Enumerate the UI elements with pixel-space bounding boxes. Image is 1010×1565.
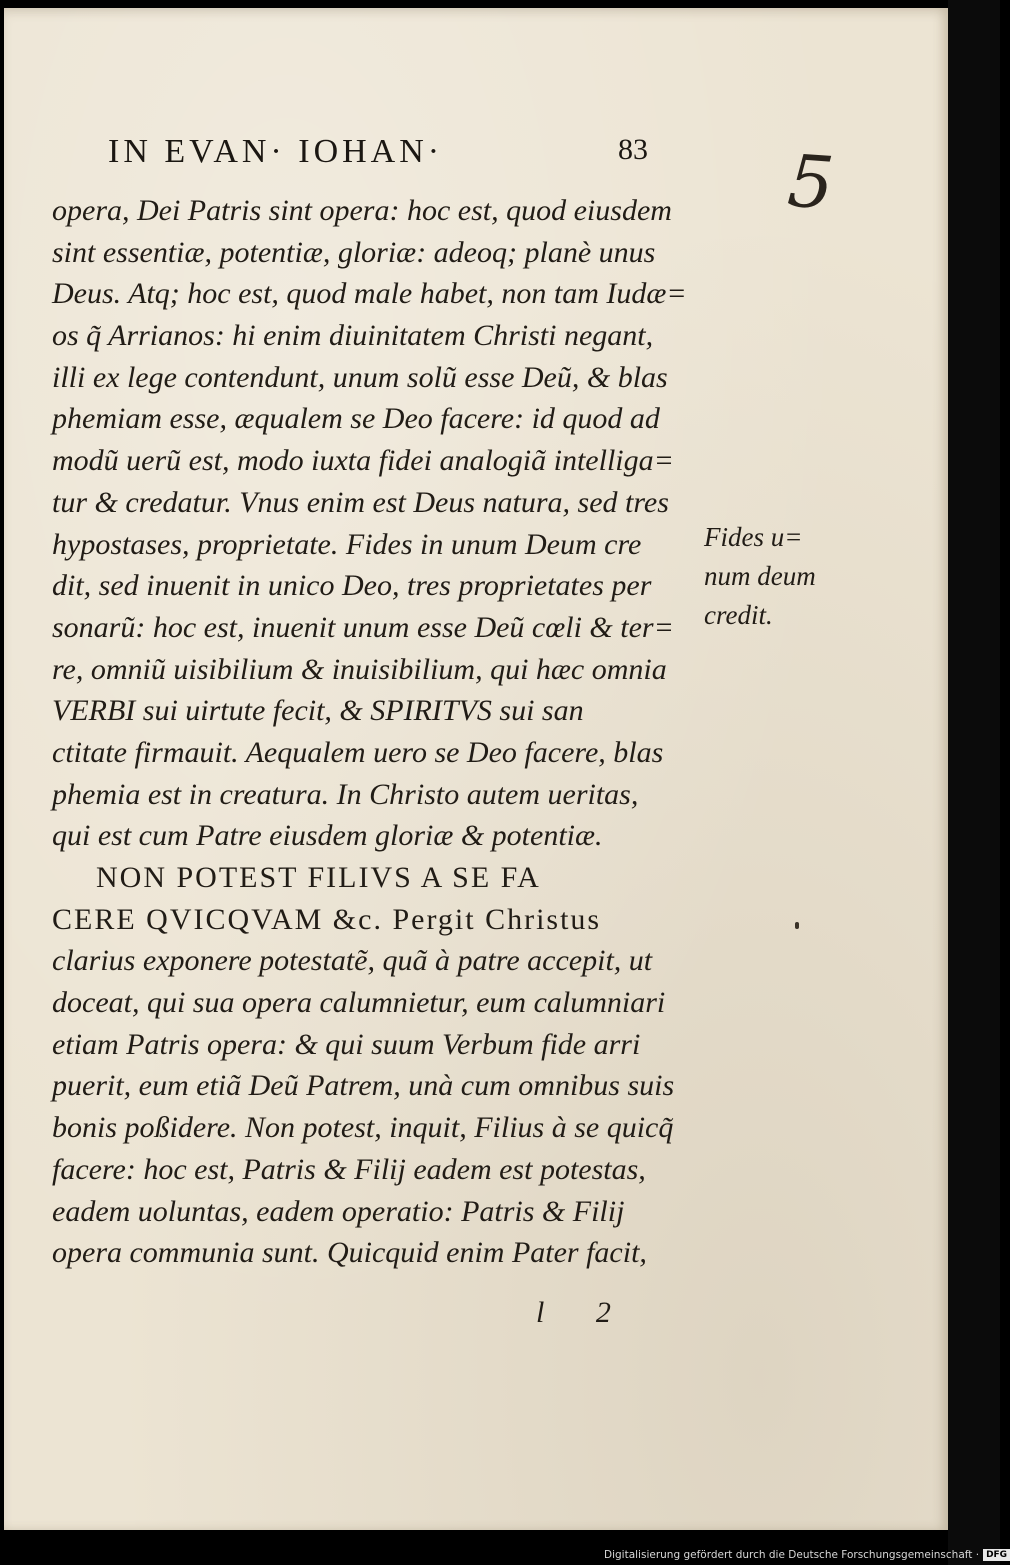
text-line: bonis poßidere. Non potest, inquit, Filius à se quicq̃ bbox=[52, 1111, 674, 1145]
digitization-credit bbox=[604, 1548, 1010, 1562]
text-line: qui est cum Patre eiusdem gloriæ & potentiæ. bbox=[52, 819, 603, 853]
text-line: doceat, qui sua opera calumnietur, eum calumniari bbox=[52, 986, 666, 1020]
text-line: sint essentiæ, potentiæ, gloriæ: adeoq; planè unus bbox=[52, 235, 656, 269]
text-line: phemiam esse, æqualem se Deo facere: id quod ad bbox=[52, 402, 660, 436]
running-head bbox=[108, 133, 668, 181]
text-line: facere: hoc est, Patris & Filij eadem est potestas, bbox=[52, 1152, 646, 1186]
text-line: dit, sed inuenit in unico Deo, tres proprietates per bbox=[52, 569, 652, 603]
marginal-note-line: num deum bbox=[704, 561, 816, 591]
text-line: re, omniũ uisibilium & inuisibilium, qui hæc omnia bbox=[52, 652, 667, 686]
text-line: clarius exponere potestatẽ, quã à patre accepit, ut bbox=[52, 944, 653, 978]
text-line: VERBI sui uirtute fecit, & SPIRITVS sui san bbox=[52, 694, 584, 728]
lemma-line: CERE QVICQVAM &c. Pergit Christus bbox=[52, 902, 602, 936]
folio-number: 83 bbox=[618, 133, 648, 166]
text-line: opera, Dei Patris sint opera: hoc est, quod eiusdem bbox=[52, 194, 672, 227]
text-line: sonarũ: hoc est, inuenit unum esse Deũ cœli & ter= bbox=[52, 610, 674, 644]
scan-background-strip bbox=[948, 0, 1000, 1565]
lemma-line: NON POTEST FILIVS A SE FA bbox=[96, 861, 541, 894]
marginal-note bbox=[704, 518, 864, 635]
marginal-note-line: credit. bbox=[704, 600, 773, 630]
text-line: Deus. Atq; hoc est, quod male habet, non tam Iudæ= bbox=[52, 277, 687, 311]
credit-text: Digitalisierung gefördert durch die Deutsche Forschungsgemeinschaft · bbox=[604, 1549, 980, 1561]
dfg-logo: DFG bbox=[983, 1549, 1010, 1561]
marginal-note-line: Fides u= bbox=[704, 522, 803, 552]
running-head-title: IN EVAN· IOHAN· bbox=[108, 133, 444, 170]
text-line: modũ uerũ est, modo iuxta fidei analogiã intelliga= bbox=[52, 444, 674, 478]
text-line: tur & credatur. Vnus enim est Deus natura, sed tres bbox=[52, 485, 669, 519]
signature-mark: l 2 bbox=[536, 1296, 633, 1329]
text-line: illi ex lege contendunt, unum solũ esse Deũ, & blas bbox=[52, 360, 668, 394]
body-text bbox=[52, 190, 702, 1274]
text-line: puerit, eum etiã Deũ Patrem, unà cum omnibus suis bbox=[52, 1069, 675, 1103]
text-line: opera communia sunt. Quicquid enim Pater facit, bbox=[52, 1236, 647, 1270]
handwritten-folio-number: 5 bbox=[785, 138, 837, 226]
text-line: hypostases, proprietate. Fides in unum Deum cre bbox=[52, 527, 642, 561]
text-line: etiam Patris opera: & qui suum Verbum fide arri bbox=[52, 1027, 641, 1061]
text-line: ctitate firmauit. Aequalem uero se Deo facere, blas bbox=[52, 735, 664, 769]
text-line: os q̃ Arrianos: hi enim diuinitatem Christi negant, bbox=[52, 319, 654, 353]
text-line: phemia est in creatura. In Christo autem ueritas, bbox=[52, 777, 639, 811]
ink-speck bbox=[795, 922, 799, 929]
text-line: eadem uoluntas, eadem operatio: Patris & Filij bbox=[52, 1194, 625, 1228]
